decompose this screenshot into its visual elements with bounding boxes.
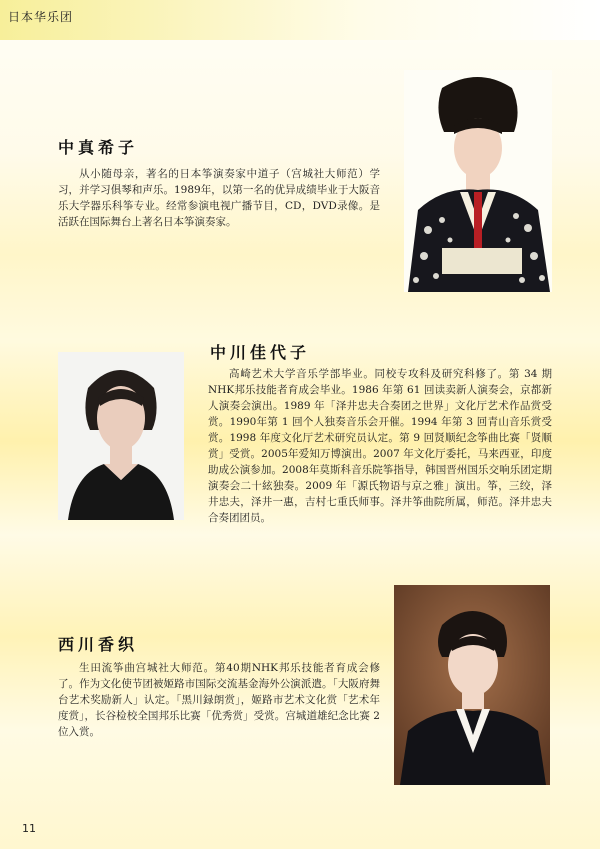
- profile-name-2: 中川佳代子: [210, 343, 311, 362]
- profile-bio-2: [208, 366, 552, 526]
- profile-photo-2: [58, 352, 184, 520]
- header-title: 日本华乐团: [8, 10, 74, 24]
- portrait-kimono-woman-3: [394, 585, 550, 785]
- header-band: [0, 0, 600, 40]
- profile-photo-1: [404, 70, 552, 292]
- profile-bio-1-text: 从小随母亲，著名的日本筝演奏家中道子（宫城社大师范）学习，并学习俱琴和声乐。1989年，以第一名的优异成绩毕业于大阪音乐大学器乐科筝专业。经常参演电视广播节目，CD，DVD录像。是活跃在国际舞台上著名日本筝演奏家。: [58, 168, 380, 228]
- profile-bio-3-text: 生田流筝曲宫城社大师范。第40期NHK邦乐技能者育成会修了。作为文化使节团被姬路市国际交流基金海外公演派遣。「大阪府舞台艺术奖励新人」认定。「黑川録朗赏」，姬路市艺术文化赏「艺术年度赏」，长谷检校全国邦乐比赛「优秀赏」受赏。宫城道雄纪念比赛 2 位入赏。: [58, 662, 380, 738]
- profile-name-3: 西川香织: [58, 635, 139, 654]
- page-number: 11: [22, 822, 36, 835]
- profile-bio-2-text: 高崎艺术大学音乐学部毕业。同校专攻科及研究科修了。第 34 期 NHK邦乐技能者育成会毕业。1986 年第 61 回读卖新人演奏会，京都新人演奏会演出。1989 年「泽井忠夫合奏团之世界」文化厅艺术作品赏受赏。1990年第 1 回个人独奏音乐会开催。1994 年第 3 回青山音乐赏受赏。1998 年度文化厅艺术研究员认定。第 9 回贤顺纪念筝曲比赛「贤顺赏」受赏。2005年爱知万博演出。2007 年文化厅委托，马来西亚，印度助成公演参加。2008年莫斯科音乐院筝指导，韩国晋州国乐交响乐团定期演奏会二十絃独奏。2009 年「源氏物语与京之雅」演出。筝，三绞，泽井忠夫，泽井一惠，吉村七重氏师事。泽井筝曲院所属，师范。泽井忠夫合奏团团员。: [208, 368, 552, 524]
- portrait-woman-2: [58, 352, 184, 520]
- profile-bio-1: [58, 166, 380, 230]
- portrait-kimono-woman-1: [404, 70, 552, 292]
- profile-name-1: 中真希子: [58, 138, 139, 157]
- profile-photo-3: [394, 585, 550, 785]
- profile-bio-3: [58, 660, 380, 740]
